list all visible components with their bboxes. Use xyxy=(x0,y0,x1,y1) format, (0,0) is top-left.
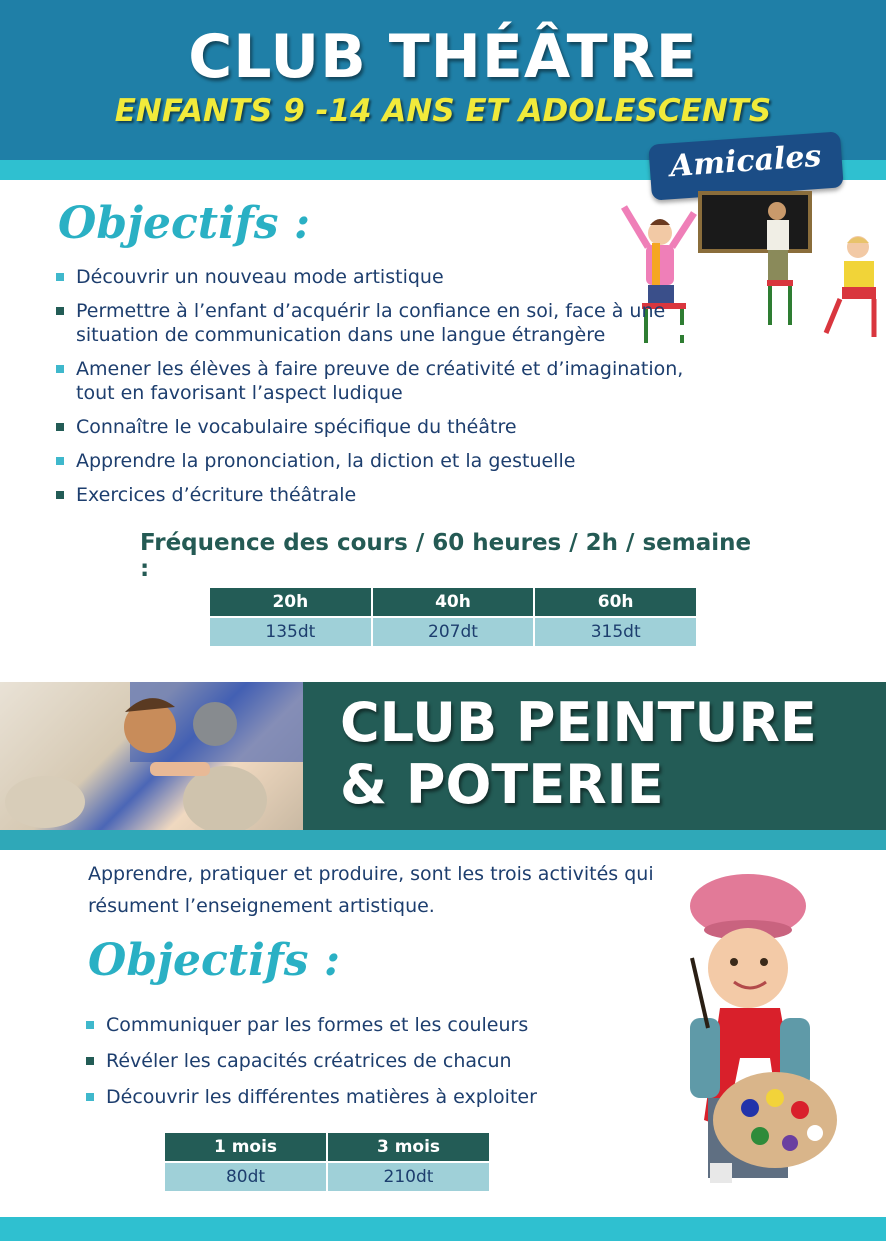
pottery-photo xyxy=(0,682,303,830)
list-item: Découvrir les différentes matières à exploiter xyxy=(86,1085,606,1109)
theatre-price-table xyxy=(208,586,698,648)
list-item: Amener les élèves à faire preuve de créativité et d’imagination, tout en favorisant l’aspect ludique xyxy=(56,357,696,405)
table-header-row xyxy=(209,587,697,617)
table-header-cell: 60h xyxy=(534,587,697,617)
bullet-square-icon xyxy=(56,423,64,431)
painting-header-strip xyxy=(0,830,886,850)
amicales-badge-label: Amicales xyxy=(668,138,823,185)
bullet-square-icon xyxy=(56,365,64,373)
table-header-cell: 40h xyxy=(372,587,535,617)
painting-objectives-title: Objectifs : xyxy=(88,935,341,986)
table-cell: 80dt xyxy=(164,1162,327,1192)
table-cell: 135dt xyxy=(209,617,372,647)
table-header-cell: 20h xyxy=(209,587,372,617)
bullet-square-icon xyxy=(56,273,64,281)
painting-title-line2: & POTERIE xyxy=(340,753,664,816)
list-item: Révéler les capacités créatrices de chacun xyxy=(86,1049,606,1073)
theatre-objectives-list xyxy=(56,265,696,507)
theatre-frequency: Fréquence des cours / 60 heures / 2h / semaine : xyxy=(140,530,752,582)
theatre-title: CLUB THÉÂTRE xyxy=(188,22,698,92)
bullet-square-icon xyxy=(56,457,64,465)
list-item: Exercices d’écriture théâtrale xyxy=(56,483,696,507)
bullet-square-icon xyxy=(86,1021,94,1029)
table-cell: 207dt xyxy=(372,617,535,647)
list-item: Permettre à l’enfant d’acquérir la confiance en soi, face à une situation de communication dans une langue étrangère xyxy=(56,299,696,347)
table-cell: 210dt xyxy=(327,1162,490,1192)
list-item: Connaître le vocabulaire spécifique du théâtre xyxy=(56,415,696,439)
table-header-cell: 3 mois xyxy=(327,1132,490,1162)
bullet-square-icon xyxy=(86,1093,94,1101)
painting-title-line1: CLUB PEINTURE xyxy=(340,691,817,754)
bullet-square-icon xyxy=(56,307,64,315)
table-row xyxy=(164,1162,490,1192)
bullet-square-icon xyxy=(86,1057,94,1065)
child-painter-photo xyxy=(630,858,860,1208)
painting-title xyxy=(340,692,880,816)
painting-objectives-list xyxy=(86,1013,606,1109)
table-row xyxy=(209,617,697,647)
table-header-row xyxy=(164,1132,490,1162)
table-cell: 315dt xyxy=(534,617,697,647)
theatre-subtitle: ENFANTS 9 -14 ANS ET ADOLESCENTS xyxy=(114,93,772,129)
list-item: Découvrir un nouveau mode artistique xyxy=(56,265,696,289)
painting-intro: Apprendre, pratiquer et produire, sont les trois activités qui résument l’enseignement artistique. xyxy=(88,863,654,917)
list-item: Apprendre la prononciation, la diction et la gestuelle xyxy=(56,449,696,473)
painting-price-table xyxy=(163,1131,491,1193)
bullet-square-icon xyxy=(56,491,64,499)
table-header-cell: 1 mois xyxy=(164,1132,327,1162)
theatre-objectives-title: Objectifs : xyxy=(58,198,311,249)
footer-strip xyxy=(0,1217,886,1241)
list-item: Communiquer par les formes et les couleurs xyxy=(86,1013,606,1037)
